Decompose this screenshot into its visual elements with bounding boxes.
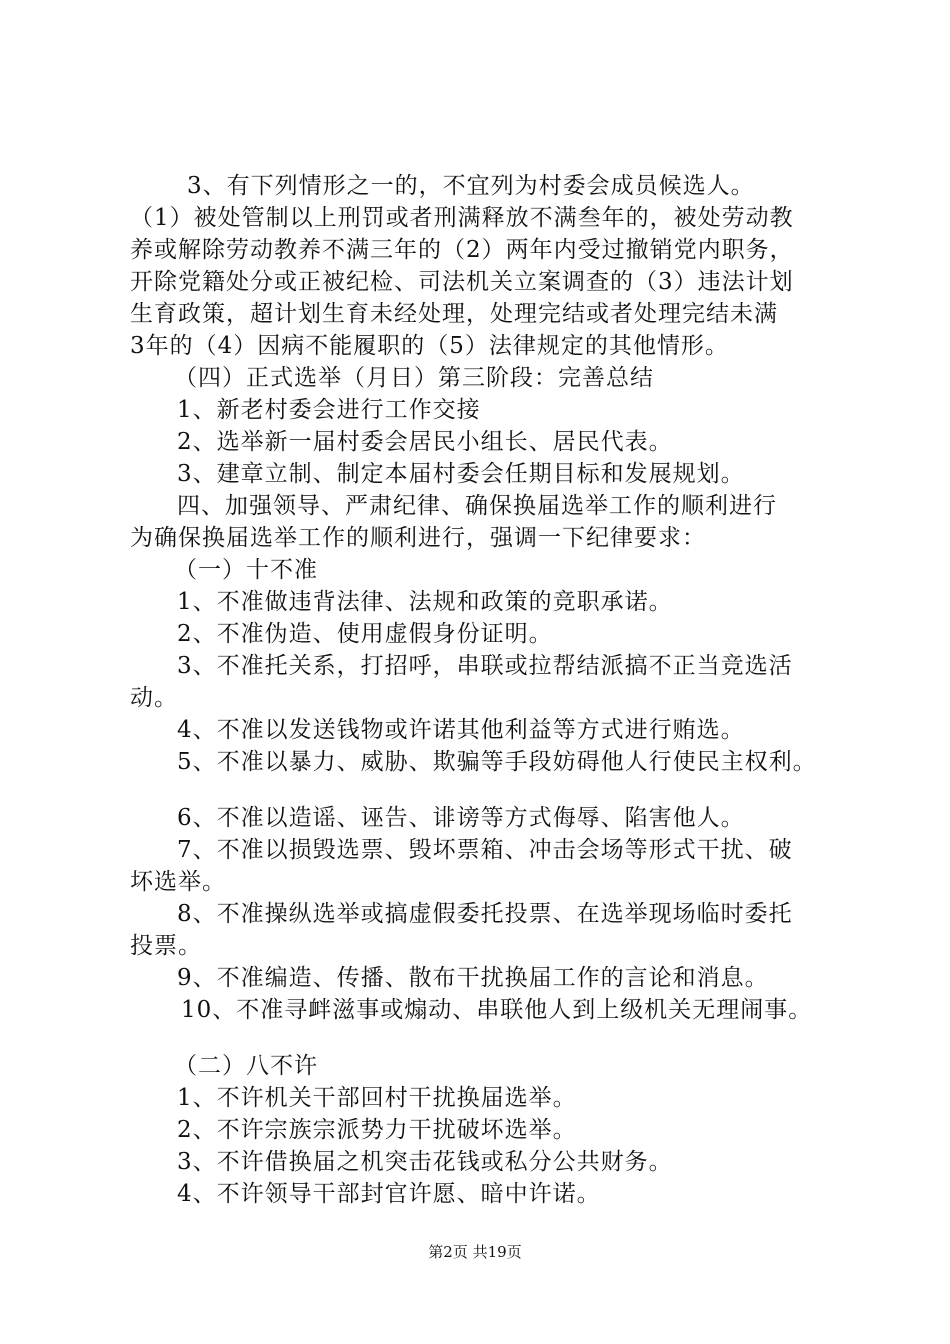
text-line: 4、不准以发送钱物或许诺其他利益等方式进行贿选。 — [177, 717, 745, 743]
text-line: （1）被处管制以上刑罚或者刑满释放不满叁年的，被处劳动教 — [130, 205, 794, 231]
text-line: 1、不许机关干部回村干扰换届选举。 — [177, 1085, 577, 1111]
text-line: 10、不准寻衅滋事或煽动、串联他人到上级机关无理闹事。 — [181, 997, 813, 1023]
text-line: 6、不准以造谣、诬告、诽谤等方式侮辱、陷害他人。 — [177, 805, 745, 831]
text-line: 动。 — [130, 685, 178, 711]
text-line: 2、不许宗族宗派势力干扰破坏选举。 — [177, 1117, 577, 1143]
text-line: 2、不准伪造、使用虚假身份证明。 — [177, 621, 553, 647]
text-line: 3、不许借换届之机突击花钱或私分公共财务。 — [177, 1149, 673, 1175]
text-line: 1、新老村委会进行工作交接 — [177, 397, 481, 423]
text-line: 3、建章立制、制定本届村委会任期目标和发展规划。 — [177, 461, 745, 487]
section-heading: （一）十不准 — [174, 557, 318, 583]
text-line: 3年的（4）因病不能履职的（5）法律规定的其他情形。 — [130, 333, 729, 359]
section-heading: 四、加强领导、严肃纪律、确保换届选举工作的顺利进行 — [177, 493, 777, 519]
page-footer: 第2页 共19页 — [428, 1243, 522, 1261]
text-line: 坏选举。 — [130, 869, 226, 895]
text-line: 9、不准编造、传播、散布干扰换届工作的言论和消息。 — [177, 965, 769, 991]
text-line: 1、不准做违背法律、法规和政策的竞职承诺。 — [177, 589, 673, 615]
text-line: 7、不准以损毁选票、毁坏票箱、冲击会场等形式干扰、破 — [177, 837, 793, 863]
text-line: 3、有下列情形之一的，不宜列为村委会成员候选人。 — [187, 173, 755, 199]
text-line: 开除党籍处分或正被纪检、司法机关立案调查的（3）违法计划 — [130, 269, 794, 295]
section-heading: （二）八不许 — [174, 1053, 318, 1079]
text-line: 4、不许领导干部封官许愿、暗中许诺。 — [177, 1181, 601, 1207]
text-line: 生育政策，超计划生育未经处理，处理完结或者处理完结未满 — [130, 301, 778, 327]
text-line: 为确保换届选举工作的顺利进行，强调一下纪律要求： — [130, 525, 706, 551]
text-line: 2、选举新一届村委会居民小组长、居民代表。 — [177, 429, 673, 455]
text-line: 投票。 — [130, 933, 202, 959]
text-line: 3、不准托关系，打招呼，串联或拉帮结派搞不正当竞选活 — [177, 653, 793, 679]
text-line: 养或解除劳动教养不满三年的（2）两年内受过撤销党内职务， — [130, 237, 794, 263]
text-line: 5、不准以暴力、威胁、欺骗等手段妨碍他人行使民主权利。 — [177, 749, 817, 775]
section-heading: （四）正式选举（月日）第三阶段：完善总结 — [174, 365, 654, 391]
text-line: 8、不准操纵选举或搞虚假委托投票、在选举现场临时委托 — [177, 901, 793, 927]
